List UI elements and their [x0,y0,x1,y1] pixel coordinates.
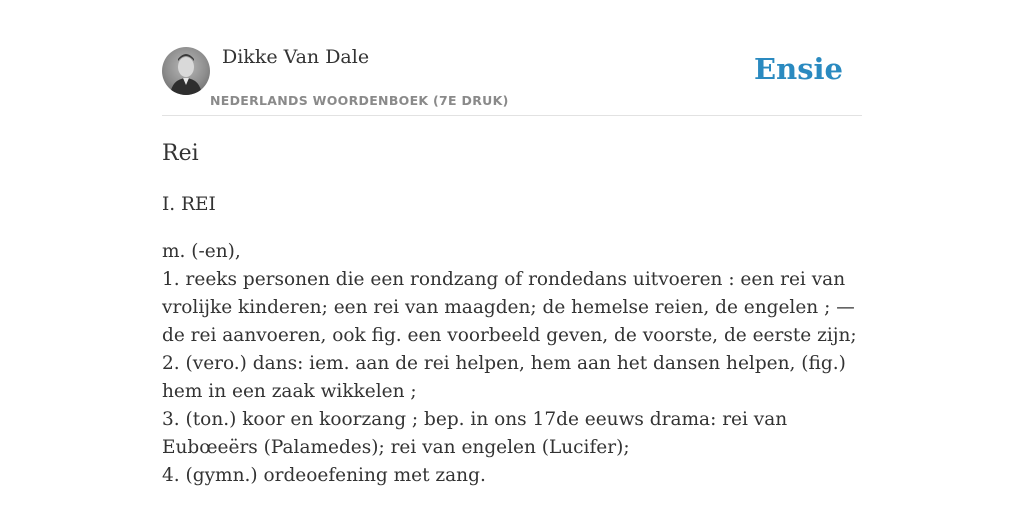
entry-subhead: I. REI [162,194,216,215]
header [162,44,862,116]
definition-line: m. (-en), [162,241,241,262]
author-name[interactable]: Dikke Van Dale [222,46,370,68]
brand-logo-link[interactable]: Ensie [754,52,843,86]
author-avatar[interactable] [162,47,210,95]
entry-title: Rei [162,141,199,166]
source-label: NEDERLANDS WOORDENBOEK (7E DRUK) [210,93,509,108]
definition-block [162,238,862,490]
definition-line: 2. (vero.) dans: iem. aan de rei helpen, hem aan het dansen helpen, (fig.) hem in een zaak wikkelen ; [162,353,846,402]
definition-line: 4. (gymn.) ordeoefening met zang. [162,465,486,486]
entry-content [162,138,862,490]
definition-line: 3. (ton.) koor en koorzang ; bep. in ons 17de eeuws drama: rei van Eubœeërs (Palamedes); rei van engelen (Lucifer); [162,409,788,458]
portrait-icon [162,47,210,95]
definition-line: 1. reeks personen die een rondzang of rondedans uitvoeren : een rei van vrolijke kinderen; een rei van maagden; de hemelse reien, de engelen ; — de rei aanvoeren, ook fig. een voorbeeld geven, de voorste, de eerste zijn; [162,269,857,346]
